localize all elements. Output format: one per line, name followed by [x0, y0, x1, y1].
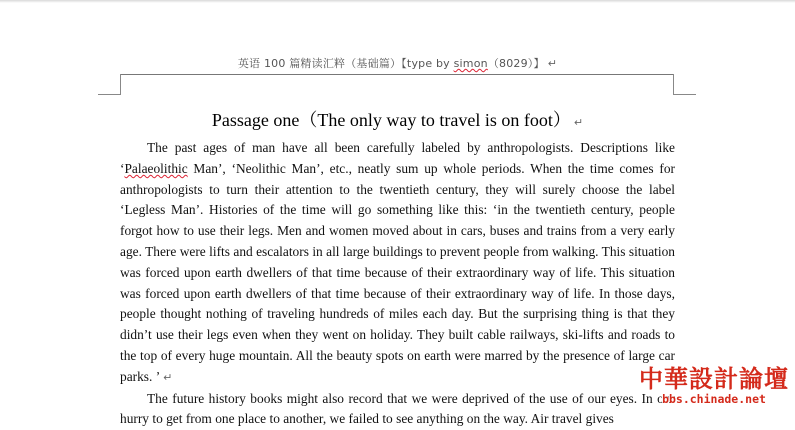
title-text: Passage one（The only way to travel is on foot） — [211, 110, 571, 130]
misspelled-word[interactable]: Palaeolithic — [124, 160, 188, 176]
margin-corner-mark-left — [98, 74, 121, 95]
paragraph-1-start: The past ages of man have all been carefully labeled by anthropologists. Descriptions like ‘ — [120, 140, 675, 176]
paragraph-mark-icon: ↵ — [163, 370, 173, 384]
header-suffix: （8029）】 — [487, 57, 545, 70]
header-author-misspelled: simon — [453, 57, 488, 70]
paragraph-1[interactable] — [120, 138, 675, 389]
paragraph-2[interactable] — [120, 389, 675, 430]
page-header[interactable] — [0, 55, 795, 71]
paragraph-1-rest: Man’, ‘Neolithic Man’, etc., neatly sum up whole periods. When the time comes for anthropologists to turn their attention to the twentieth century, they will surely choose the label ‘Legless Man’. Histories of the time will go something like this: ‘in the twentieth century, people forgot how to use their legs. Men and women moved about in cars, buses and trains from a very early age. There were lifts and escalators in all large buildings to prevent people from walking. This situation was forced upon earth dwellers of that time because of their extraordinary way of life. This situation was forced upon earth dwellers of that time because of their extraordinary way of life. In those days, people thought nothing of traveling hundreds of miles each day. But the surprising thing is that they didn’t use their legs even when they went on holiday. They built cable railways, ski-lifts and roads to the top of every huge mountain. All the beauty spots on earth were marred by the presence of large car parks. ’ — [120, 160, 675, 384]
paragraph-mark-icon: ↵ — [547, 57, 558, 70]
document-title[interactable] — [0, 106, 795, 132]
watermark-url-text: bbs.chinade.net — [662, 392, 766, 406]
header-rule — [120, 74, 673, 75]
watermark-chinese-text: 中華設計論壇 — [639, 365, 789, 393]
margin-corner-mark-right — [673, 74, 696, 95]
page-top-edge — [0, 0, 795, 3]
paragraph-2-text: The future history books might also record that we were deprived of the use of our eyes. In our hurry to get from one place to another, we failed to see anything on the way. Air travel gives — [120, 390, 675, 427]
paragraph-mark-icon: ↵ — [573, 116, 584, 129]
document-body[interactable] — [120, 138, 675, 430]
header-prefix: 英语 100 篇精读汇粹（基础篇）【type by — [237, 57, 454, 70]
